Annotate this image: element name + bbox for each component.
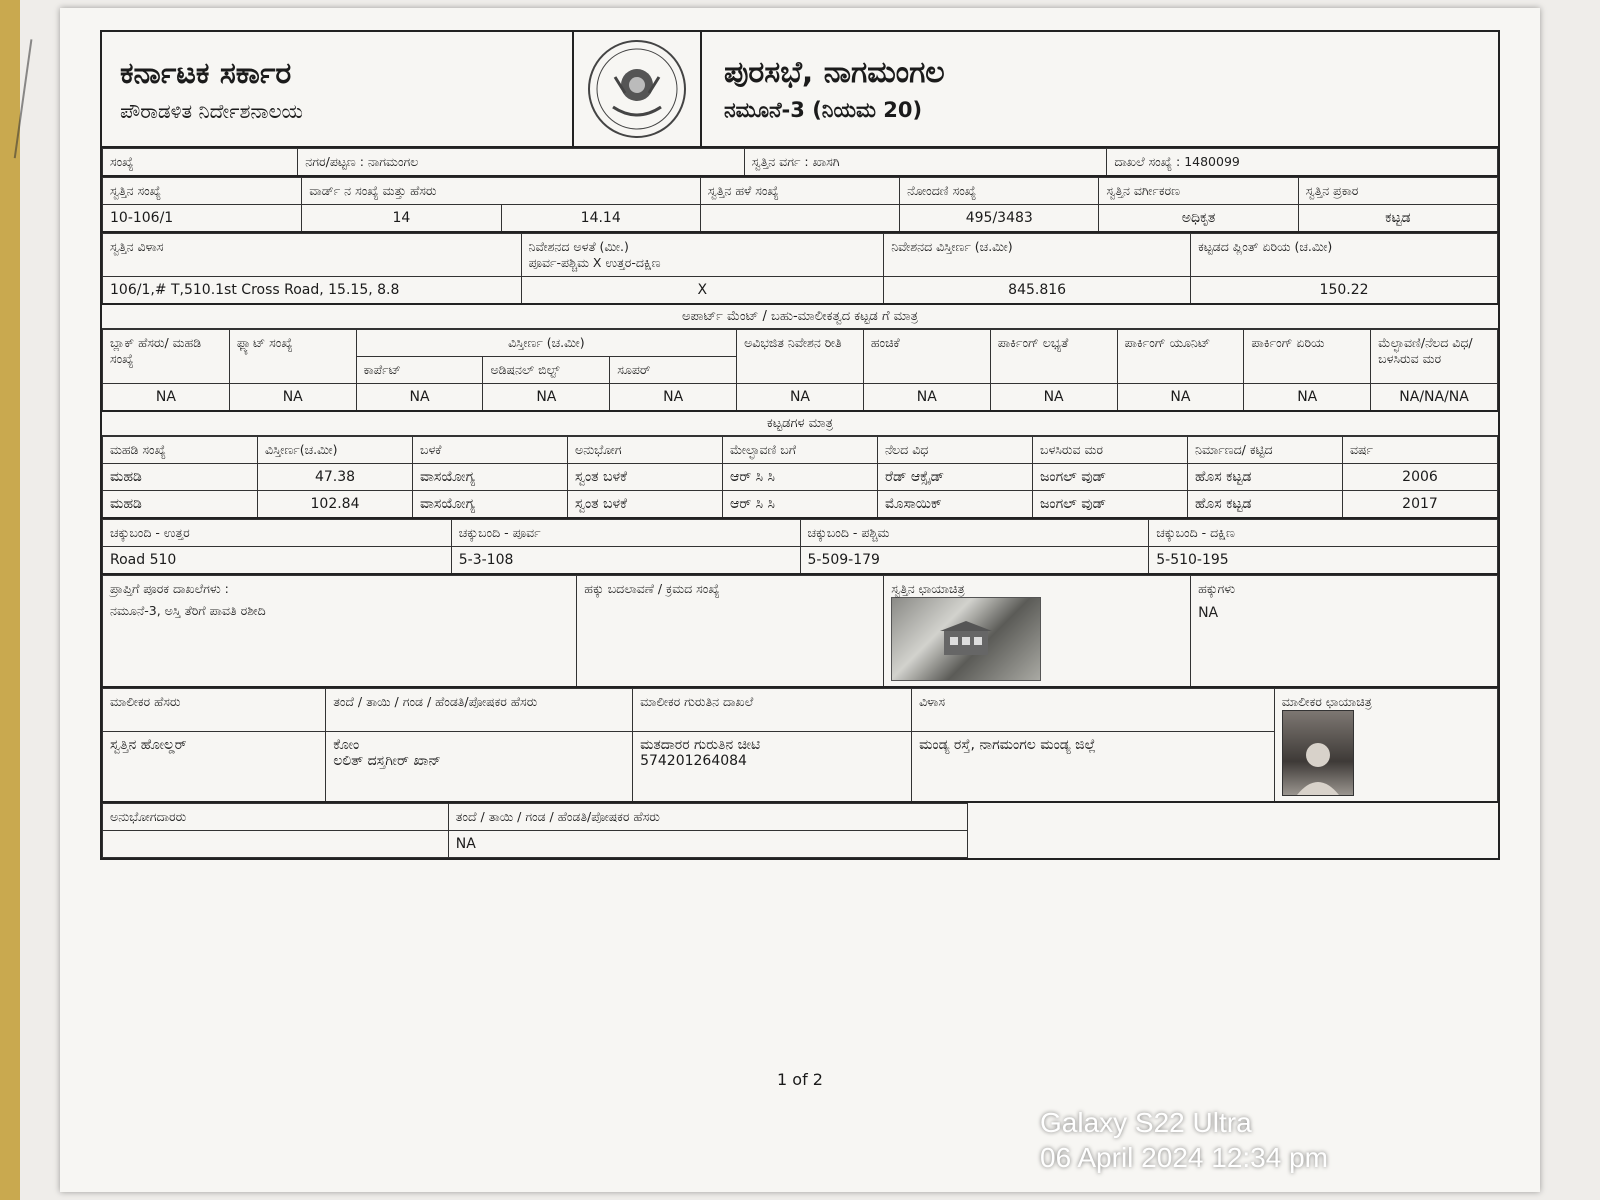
watermark-datetime: 06 April 2024 12:34 pm [1040,1142,1328,1173]
ward-no: 14 [302,205,501,233]
occupant-relation-value: NA [448,831,967,858]
bld-usage-header: ಬಳಕೆ [413,437,568,464]
property-photo-cell [884,576,1191,688]
building-banner: ಕಟ್ಟಡಗಳ ಮಾತ್ರ [102,412,1498,436]
ward-header: ವಾರ್ಡ್ ನ ಸಂಖ್ಯೆ ಮತ್ತು ಹೆಸರು [302,178,701,205]
entry-number: ದಾಖಲೆ ಸಂಖ್ಯೆ : 1480099 [1107,149,1498,177]
category: ಅಧಿಕೃತ [1099,205,1298,233]
apt-additional-header: ಅಡಿಷನಲ್ ಬಿಲ್ಟ್ [483,357,610,384]
bld-occupancy: ಸ್ವಂತ ಬಳಕೆ [568,491,723,519]
header-right [702,32,1498,146]
city-header: ನಗರ/ಪಟ್ಟಣ : ನಾಗಮಂಗಲ [298,149,744,177]
occupant-table [102,803,968,858]
owner-relation-cell [326,732,633,802]
apartment-table [102,329,1498,412]
property-form [100,30,1500,860]
dims-title: ನಿವೇಶನದ ಅಳತೆ (ಮೀ.) [528,239,629,254]
owner-table [102,688,1498,803]
category-header: ಸ್ವತ್ತಿನ ವರ್ಗೀಕರಣ [1099,178,1298,205]
epic-label: ಮತದಾರರ ಗುರುತಿನ ಚೀಟಿ [640,737,761,754]
occupant-relation-header: ತಂದೆ / ತಾಯಿ / ಗಂಡ / ಹೆಂಡತಿ/ಪೋಷಕರ ಹೆಸರು [448,804,967,831]
old-no-header: ಸ್ವತ್ತಿನ ಹಳೆ ಸಂಖ್ಯೆ [700,178,899,205]
bld-floor-header: ಮಹಡಿ ಸಂಖ್ಯೆ [103,437,258,464]
apt-value: NA [483,384,610,412]
bld-occupancy: ಸ್ವಂತ ಬಳಕೆ [568,464,723,491]
docs-title: ಪ್ರಾಪ್ತಿಗೆ ಪೂರಕ ದಾಖಲೆಗಳು : [110,581,229,596]
state-emblem-icon [585,37,689,141]
ward-name: 14.14 [501,205,700,233]
owner-photo [1282,710,1354,796]
apt-value: NA [356,384,483,412]
apt-value: NA [1244,384,1371,412]
apt-area-group: ವಿಸ್ತೀರ್ಣ (ಚ.ಮೀ) [356,330,736,357]
boundaries-table [102,519,1498,575]
bld-area-header: ವಿಸ್ತೀರ್ಣ(ಚ.ಮೀ) [258,437,413,464]
site-area: 845.816 [884,277,1191,305]
occupant-value [103,831,449,858]
apt-parking-unit-header: ಪಾರ್ಕಿಂಗ್ ಯೂನಿಟ್ [1117,330,1244,384]
bld-usage: ವಾಸಯೋಗ್ಯ [413,491,568,519]
camera-watermark [1040,1105,1328,1175]
south-header: ಚಕ್ಕುಬಂದಿ - ದಕ್ಷಿಣ [1149,520,1498,547]
epic-number: 574201264084 [640,753,747,770]
page-indicator: 1 of 2 [777,1070,823,1089]
apt-value: NA [610,384,737,412]
west-boundary: 5-509-179 [800,547,1149,575]
apt-flat-header: ಫ್ಲ್ಯಾಟ್ ಸಂಖ್ಯೆ [229,330,356,384]
rights-label: ಹಕ್ಕುಗಳು [1198,581,1236,596]
site-dims: X [521,277,884,305]
bld-occupancy-header: ಅನುಭೋಗ [568,437,723,464]
apt-value: NA [863,384,990,412]
bld-roof-header: ಮೇಲ್ಛಾವಣಿ ಬಗೆ [723,437,878,464]
table-row [103,464,1498,491]
rights-value: NA [1198,605,1219,621]
owner-address: ಮಂಡ್ಯ ರಸ್ತೆ, ನಾಗಮಂಗಲ ಮಂಡ್ಯ ಜಿಲ್ಲೆ [912,732,1275,802]
kind: ಕಟ್ಟಡ [1298,205,1497,233]
apt-value: NA [229,384,356,412]
site-area-header: ನಿವೇಶನದ ವಿಸ್ತೀರ್ಣ (ಚ.ಮೀ) [884,234,1191,277]
table-row [103,491,1498,519]
owner-address-header: ವಿಳಾಸ [912,689,1275,732]
owner-photo-label: ಮಾಲೀಕರ ಛಾಯಾಚಿತ್ರ [1281,694,1372,709]
apt-parking-area-header: ಪಾರ್ಕಿಂಗ್ ಏರಿಯ [1244,330,1371,384]
number-header: ಸಂಖ್ಯೆ [103,149,298,177]
owner-epic-cell [633,732,912,802]
plinth-header: ಕಟ್ಟಡದ ಪ್ಲಿಂತ್ ಏರಿಯ (ಚ.ಮೀ) [1191,234,1498,277]
south-boundary: 5-510-195 [1149,547,1498,575]
west-header: ಚಕ್ಕುಬಂದಿ - ಪಶ್ಚಿಮ [800,520,1149,547]
bld-construction: ಹೊಸ ಕಟ್ಟಡ [1188,491,1343,519]
bld-roof: ಆರ್ ಸಿ ಸಿ [723,491,878,519]
bld-year: 2006 [1343,464,1498,491]
government-title: ಕರ್ನಾಟಕ ಸರ್ಕಾರ [120,55,292,91]
building-photo-icon [936,619,996,659]
site-table [102,233,1498,305]
property-photo-label: ಸ್ವತ್ತಿನ ಛಾಯಾಚಿತ್ರ [891,581,965,596]
apt-value: NA [103,384,230,412]
form-header [102,32,1498,148]
apt-terrace-header: ಮೆಲ್ಛಾವಣಿ/ನೆಲದ ವಿಧ/ಬಳಸಿರುವ ಮರ [1371,330,1498,384]
apt-carpet-header: ಕಾರ್ಪೆಟ್ [356,357,483,384]
apt-parking-type-header: ಪಾರ್ಕಿಂಗ್ ಲಭ್ಯತೆ [990,330,1117,384]
deed-header: ಹಕ್ಕು ಬದಲಾವಣೆ / ಕ್ರಮದ ಸಂಖ್ಯೆ [577,576,884,688]
property-type-header: ಸ್ವತ್ತಿನ ವರ್ಗ : ಖಾಸಗಿ [744,149,1107,177]
owner-name-header: ಮಾಲೀಕರ ಹೆಸರು [103,689,326,732]
property-no: 10-106/1 [103,205,302,233]
bld-wood-header: ಬಳಸಿರುವ ಮರ [1033,437,1188,464]
east-header: ಚಕ್ಕುಬಂದಿ - ಪೂರ್ವ [451,520,800,547]
document-sheet [60,8,1540,1192]
property-photo [891,597,1041,681]
reg-no-header: ನೋಂದಣಿ ಸಂಖ್ಯೆ [900,178,1099,205]
bld-floor-type: ರೆಡ್ ಆಕ್ಸೈಡ್ [878,464,1033,491]
apt-block-header: ಬ್ಲಾಕ್ ಹೆಸರು/ ಮಹಡಿ ಸಂಖ್ಯೆ [103,330,230,384]
owner-full-name: ಲಲಿತ್ ದಸ್ತಗೀರ್ ಖಾನ್ [333,753,441,770]
meta-table [102,148,1498,177]
bld-wood: ಜಂಗಲ್ ವುಡ್ [1033,464,1188,491]
bld-floor: ಮಹಡಿ [103,491,258,519]
east-boundary: 5-3-108 [451,547,800,575]
bld-year-header: ವರ್ಷ [1343,437,1498,464]
watermark-device: Galaxy S22 Ultra [1040,1107,1252,1138]
property-id-table [102,177,1498,233]
property-address: 106/1,# T,510.1st Cross Road, 15.15, 8.8 [103,277,522,305]
bld-area: 47.38 [258,464,413,491]
bld-floor-type: ಮೊಸಾಯಿಕ್ [878,491,1033,519]
property-holder-label: ಸ್ವತ್ತಿನ ಹೋಲ್ಡರ್ [103,732,326,802]
form3-receipt-label: ನಮೂನೆ-3, ಅಸ್ತಿ ತೆರಿಗೆ ಪಾವತಿ ರಶೀದಿ [110,603,266,618]
plinth-area: 150.22 [1191,277,1498,305]
form-number: ನಮೂನೆ-3 (ನಿಯಮ 20) [724,98,923,122]
apt-value: NA [1117,384,1244,412]
apt-value: NA [990,384,1117,412]
apt-share-header: ಹಂಚಿಕೆ [863,330,990,384]
person-icon [1293,735,1343,795]
kind-header: ಸ್ವತ್ತಿನ ಪ್ರಕಾರ [1298,178,1497,205]
apt-value: NA/NA/NA [1371,384,1498,412]
apt-super-header: ಸೂಪರ್ [610,357,737,384]
occupant-header: ಅನುಭೋಗದಾರರು [103,804,449,831]
bld-usage: ವಾಸಯೋಗ್ಯ [413,464,568,491]
bld-year: 2017 [1343,491,1498,519]
reg-no: 495/3483 [900,205,1099,233]
bld-wood: ಜಂಗಲ್ ವುಡ್ [1033,491,1188,519]
bld-construction: ಹೊಸ ಕಟ್ಟಡ [1188,464,1343,491]
documents-table [102,575,1498,688]
owner-id-header: ಮಾಲೀಕರ ಗುರುತಿನ ದಾಖಲೆ [633,689,912,732]
north-header: ಚಕ್ಕುಬಂದಿ - ಉತ್ತರ [103,520,452,547]
owner-relation: ಕೋಂ [333,737,360,754]
bld-roof: ಆರ್ ಸಿ ಸಿ [723,464,878,491]
apt-value: NA [737,384,864,412]
north-boundary: Road 510 [103,547,452,575]
bld-floor: ಮಹಡಿ [103,464,258,491]
department-title: ಪೌರಾಡಳಿತ ನಿರ್ದೇಶನಾಲಯ [120,98,303,123]
docs-header [103,576,577,688]
property-no-header: ಸ್ವತ್ತಿನ ಸಂಖ್ಯೆ [103,178,302,205]
apartment-banner: ಅಪಾರ್ಟ್ ಮೆಂಟ್ / ಬಹು-ಮಾಲೀಕತ್ವದ ಕಟ್ಟಡ ಗೆ ಮಾತ್ರ [102,305,1498,329]
old-no [700,205,899,233]
council-title: ಪುರಸಭೆ, ನಾಗಮಂಗಲ [724,55,945,90]
emblem-box [572,32,702,146]
header-left [102,32,572,146]
dims-header [521,234,884,277]
bld-area: 102.84 [258,491,413,519]
apt-undivided-header: ಅವಿಭಜಿತ ನಿವೇಶನ ರೀತಿ [737,330,864,384]
owner-relation-header: ತಂದೆ / ತಾಯಿ / ಗಂಡ / ಹೆಂಡತಿ/ಪೋಷಕರ ಹೆಸರು [326,689,633,732]
building-table [102,436,1498,519]
bld-floor-type-header: ನೆಲದ ವಿಧ [878,437,1033,464]
address-header: ಸ್ವತ್ತಿನ ವಿಳಾಸ [103,234,522,277]
dims-subtitle: ಪೂರ್ವ-ಪಶ್ಚಿಮ X ಉತ್ತರ-ದಕ್ಷಿಣ [528,255,661,270]
rights-cell [1191,576,1498,688]
owner-photo-cell [1274,689,1497,803]
bld-construction-header: ನಿರ್ಮಾಣದ/ ಕಟ್ಟಿದ [1188,437,1343,464]
